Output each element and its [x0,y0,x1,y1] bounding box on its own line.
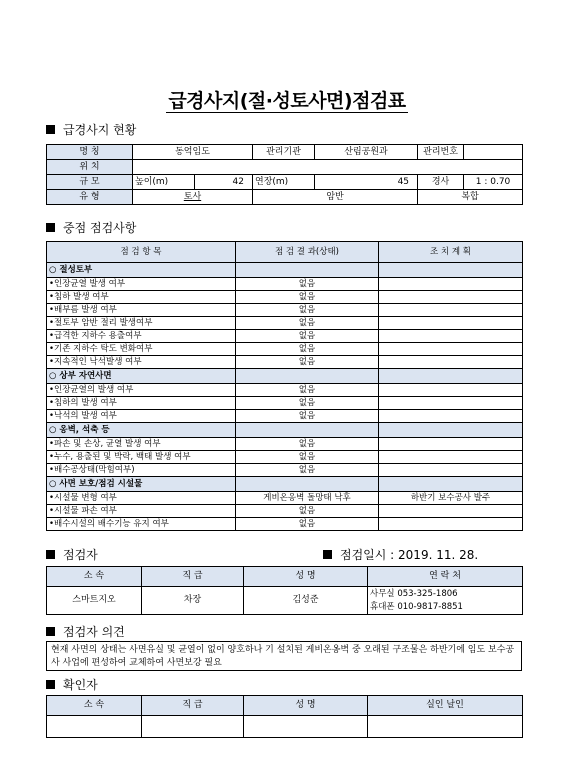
square-bullet-icon [46,223,55,232]
check-result: 없음 [236,505,379,518]
inspector-name: 김성준 [244,587,368,615]
check-item: •시설물 변형 여부 [47,492,236,505]
check-result: 없음 [236,343,379,356]
header-seal: 실인 날인 [368,696,523,716]
header-result: 점 검 결 과(상태) [236,242,379,263]
check-row [47,384,523,397]
square-bullet-icon [46,550,55,559]
check-result: 게비온옹벽 돌망태 낙후 [236,492,379,505]
check-row [47,518,523,531]
group-row [47,423,523,438]
value-location [133,160,523,175]
check-result: 없음 [236,330,379,343]
group-result-cell [236,263,379,278]
label-slope: 경사 [418,175,464,190]
value-mgmt-no [464,145,523,160]
check-item: •시설물 파손 여부 [47,505,236,518]
check-plan [379,464,523,477]
check-row [47,356,523,369]
check-row [47,291,523,304]
label-height: 높이(m) [133,175,195,190]
label-location: 위 치 [47,160,133,175]
label-name: 명 칭 [47,145,133,160]
header-contact: 연 락 처 [368,567,523,587]
group-label: ○ 상부 자연사면 [47,369,236,384]
check-row [47,451,523,464]
check-row [47,410,523,423]
header-affiliation: 소 속 [47,567,142,587]
group-label: ○ 사면 보호/점검 시설물 [47,477,236,492]
square-bullet-icon [46,627,55,636]
check-result: 없음 [236,317,379,330]
label-scale: 규 모 [47,175,133,190]
inspector-opinion: 현재 사면의 상태는 사면유실 및 균열이 없이 양호하나 기 설치된 게비온옹벽 중 오래된 구조물은 하반기에 임도 보수공사 사업에 편성하여 교체하여 사면보강 필요 [46,641,522,671]
check-item: •침하의 발생 여부 [47,397,236,410]
check-row [47,278,523,291]
check-item: •기존 지하수 탁도 변화여부 [47,343,236,356]
group-row [47,263,523,278]
check-item: •파손 및 손상, 균열 발생 여부 [47,438,236,451]
type-mixed: 복합 [418,190,523,205]
header-plan: 조 치 계 획 [379,242,523,263]
group-plan-cell [379,263,523,278]
confirmer-rank [142,716,244,738]
check-plan [379,330,523,343]
check-plan [379,356,523,369]
group-row [47,369,523,384]
check-item: •급격한 지하수 용출여부 [47,330,236,343]
group-label: ○ 옹벽, 석축 등 [47,423,236,438]
check-item: •지속적인 낙석발생 여부 [47,356,236,369]
confirmer-seal [368,716,523,738]
check-plan [379,438,523,451]
check-item: •낙석의 발생 여부 [47,410,236,423]
check-row [47,330,523,343]
type-soil: 토사 [133,190,253,205]
check-result: 없음 [236,356,379,369]
value-agency: 산림공원과 [315,145,418,160]
check-item: •배수시설의 배수기능 유지 여부 [47,518,236,531]
check-plan [379,505,523,518]
check-result: 없음 [236,451,379,464]
group-plan-cell [379,423,523,438]
section-inspector-heading: 점검자 [46,546,98,563]
check-plan [379,518,523,531]
check-row [47,397,523,410]
label-agency: 관리기관 [253,145,315,160]
check-item: •인장균열의 발생 여부 [47,384,236,397]
check-item: •배수공상태(막힘여부) [47,464,236,477]
check-plan [379,278,523,291]
inspector-rank: 차장 [142,587,244,615]
check-plan: 하반기 보수공사 발주 [379,492,523,505]
square-bullet-icon [46,125,55,134]
value-name: 동억임도 [133,145,253,160]
check-result: 없음 [236,397,379,410]
check-item: •절토부 암반 절리 발생여부 [47,317,236,330]
header-rank: 직 급 [142,567,244,587]
label-type: 유 형 [47,190,133,205]
group-result-cell [236,423,379,438]
group-row [47,477,523,492]
check-item: •침하 발생 여부 [47,291,236,304]
square-bullet-icon [46,680,55,689]
check-plan [379,384,523,397]
group-label: ○ 절성토부 [47,263,236,278]
header-rank: 직 급 [142,696,244,716]
check-plan [379,291,523,304]
section-confirmer-heading: 확인자 [46,676,98,693]
check-plan [379,317,523,330]
square-bullet-icon [323,550,332,559]
header-name: 성 명 [244,696,368,716]
check-row [47,438,523,451]
check-result: 없음 [236,304,379,317]
confirmer-name [244,716,368,738]
check-plan [379,397,523,410]
contact-office: 사무실 053-325-1806 [370,588,458,599]
section-opinion-heading: 점검자 의견 [46,623,125,640]
group-result-cell [236,369,379,384]
value-length: 45 [315,175,418,190]
header-item: 점 검 항 목 [47,242,236,263]
check-table [46,241,523,531]
header-affiliation: 소 속 [47,696,142,716]
contact-mobile: 휴대폰 010-9817-8851 [370,601,463,612]
check-item: •누수, 용출된 및 박락, 백태 발생 여부 [47,451,236,464]
group-result-cell [236,477,379,492]
section-check-heading: 중점 점검사항 [46,219,136,236]
check-result: 없음 [236,384,379,397]
confirmer-table [46,695,523,738]
confirmer-affiliation [47,716,142,738]
check-item: •인장균열 발생 여부 [47,278,236,291]
check-result: 없음 [236,438,379,451]
check-plan [379,410,523,423]
type-rock: 암반 [253,190,418,205]
check-item: •배부름 발생 여부 [47,304,236,317]
check-row [47,505,523,518]
label-mgmt-no: 관리번호 [418,145,464,160]
check-row [47,317,523,330]
value-height: 42 [195,175,253,190]
check-result: 없음 [236,464,379,477]
header-name: 성 명 [244,567,368,587]
inspector-contact [368,587,523,615]
inspection-date: 점검일시 : 2019. 11. 28. [323,546,478,563]
check-plan [379,451,523,464]
check-row [47,343,523,356]
check-row [47,492,523,505]
check-plan [379,304,523,317]
check-plan [379,343,523,356]
check-result: 없음 [236,410,379,423]
group-plan-cell [379,369,523,384]
check-row [47,304,523,317]
check-row [47,464,523,477]
inspector-affiliation: 스마트지오 [47,587,142,615]
check-result: 없음 [236,518,379,531]
value-slope: 1 : 0.70 [464,175,523,190]
doc-title: 급경사지(절·성토사면)점검표 [168,90,406,112]
status-table [46,144,523,205]
inspector-table [46,566,523,615]
check-result: 없음 [236,278,379,291]
check-result: 없음 [236,291,379,304]
label-length: 연장(m) [253,175,315,190]
section-status-heading: 급경사지 현황 [46,121,136,138]
group-plan-cell [379,477,523,492]
